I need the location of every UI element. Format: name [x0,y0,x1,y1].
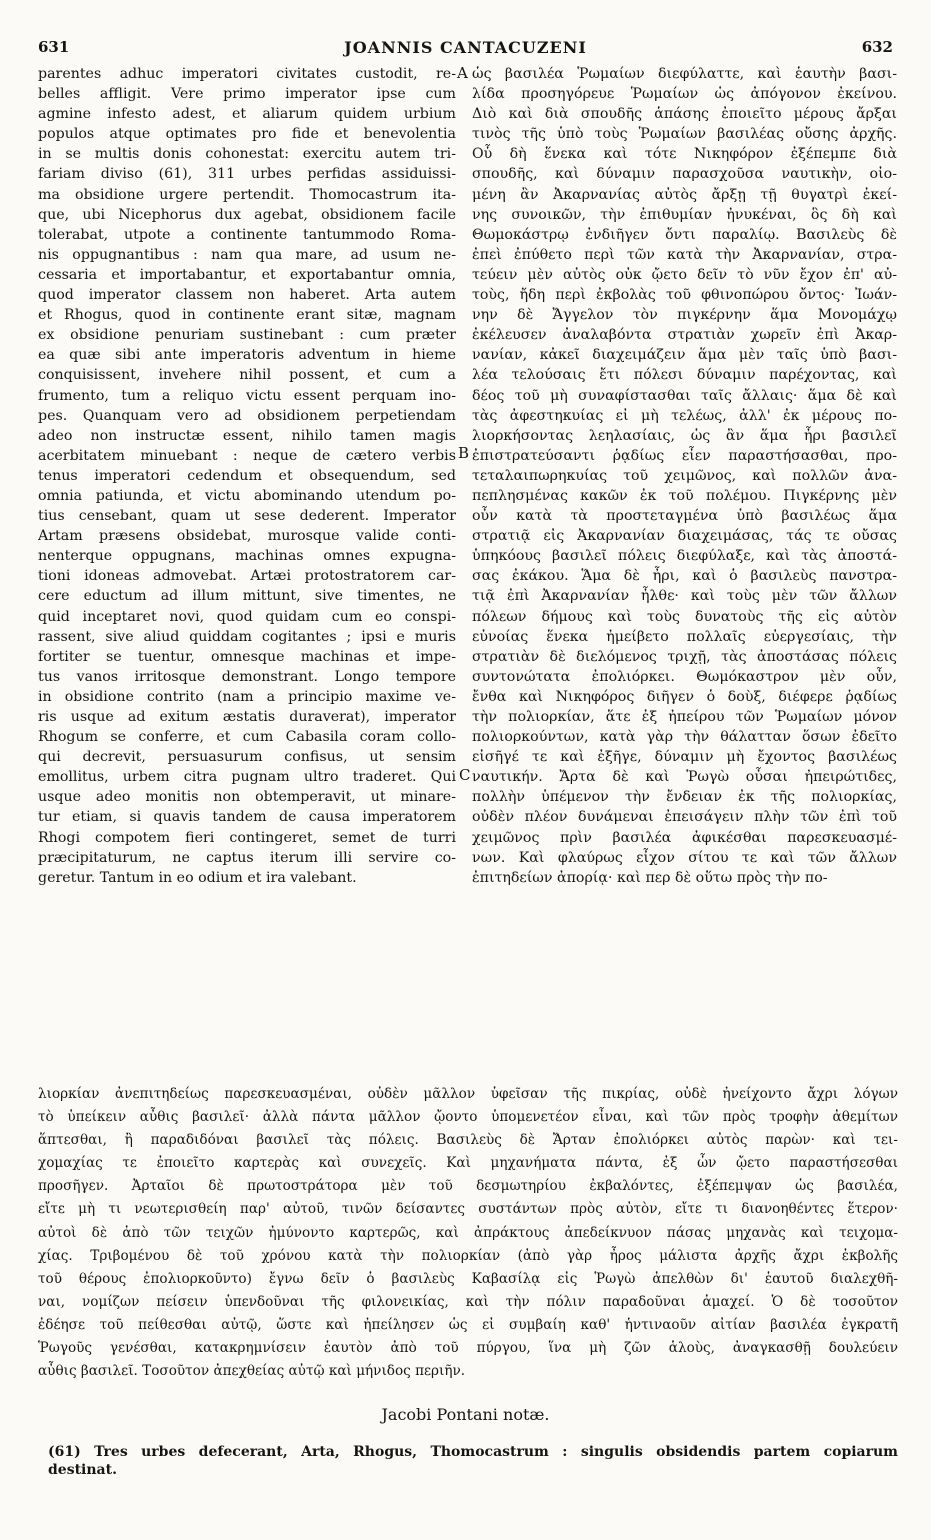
greek-continuation [38,1083,898,1383]
latin-line: nenterque oppugnans, machinas omnes expugna- [38,548,456,565]
greek-line: νης συνοικῶν, τὴν ἐπιθυμίαν ἠνυκέναι, ὃς δὴ καὶ [472,206,897,223]
latin-line: tioni idoneas admovebat. Artæi protostratorem car- [38,568,456,585]
latin-line: præcipitaturum, ne captus iterum illi servire co- [38,849,456,866]
greek-line: ὡς βασιλέα Ῥωμαίων διεφύλαττε, καὶ ἑαυτὴν βασι- [472,66,897,82]
greek-line: νων. Καὶ φλαύρως εἶχον σίτου τε καὶ τῶν ἄλλων [472,849,897,866]
greek-line: τοῦ θέρους ἐπολιορκοῦντο) ἔγνω δεῖν ὁ βασιλεὺς Καβασίλᾳ εἰς Ῥωγὼ ἀπελθὼν δι' ἑαυτοῦ διαλεχθῆ- [38,1270,898,1287]
greek-line: χομαχίας τε ἐποιεῖτο καρτερὰς καὶ συνεχεῖς. Καὶ μηχανήματα πάντα, ἐξ ὧν ᾤετο παραστήσεσθαι [38,1155,898,1172]
greek-line: σπουδῆς, καὶ δύναμιν παρασχοῦσα ναυτικὴν, οἰο- [472,166,897,183]
greek-line: στρατιὰν δὲ διελόμενος τριχῇ, τὰς ἀποστάσας πόλεις [472,648,897,665]
greek-line: πολιορκούντων, κατὰ γὰρ τὴν θάλατταν ὅσων ἐδεῖτο [472,729,897,746]
latin-line: nis oppugnantibus : nam qua mare, ad usum ne- [38,246,456,263]
latin-line: adeo non instructæ essent, nihilo tamen magis [38,427,456,444]
latin-line: rassent, sive aliud quiddam cogitantes ; ipsi e muris [38,628,456,645]
footnote-line: (61) Tres urbes defecerant, Arta, Rhogus, Thomocastrum : singulis obsidendis partem copiarum [48,1444,898,1460]
greek-line: αὖθις βασιλεῖ. Τοσοῦτον ἀπεχθείας αὐτῷ καὶ μήνιδος περιῆν. [38,1363,466,1380]
latin-line: ma obsidione urgere pertendit. Thomocastrum ita- [38,186,456,203]
greek-line: ἐπεὶ ἐπύθετο περὶ τῶν κατὰ τὴν Ἀκαρνανίαν, στρα- [472,246,897,263]
greek-line: προσῆγεν. Ἀρταῖοι δὲ πρωτοστράτορα μὲν τοῦ δεσμωτηρίου ἐκβαλόντες, ἐξέπεμψαν ὡς βασιλέα, [38,1178,898,1195]
latin-line: qui decrevit, persuasurum confisus, ut sensim [38,749,456,766]
greek-column [472,64,897,888]
greek-line: τεταλαιπωρηκυίας τοῦ χειμῶνος, καὶ πολλῶν ἀνα- [472,467,897,484]
notes-title: Jacobi Pontani notæ. [381,1405,550,1424]
latin-line: Rhogi compotem fieri contingeret, semet de turri [38,829,456,846]
latin-line: quid inceptaret novi, quod quidam cum eo conspi- [38,608,456,625]
greek-line: στρατιᾷ εἰς Ἀκαρνανίαν διαχειμάσας, τάς τε οὔσας [472,528,897,545]
margin-marker-a: A [457,64,468,82]
latin-line: in obsidione contrito (nam a principio maxime ve- [38,688,456,705]
greek-line: οὐδὲν πλέον δυνάμεναι ἐπεισάγειν πλὴν τῶν ἐπὶ τοῦ [472,809,897,826]
greek-line: πολλὴν ὑπέμενον τὴν ἔνδειαν ἐκ τῆς πολιορκίας, [472,789,897,806]
greek-line: χειμῶνος πρὶν βασιλέα ἀφικέσθαι παρεσκευασμέ- [472,829,897,846]
running-title: JOANNIS CANTACUZENI [344,38,587,57]
greek-line: λίδα προσηγόρευε Ῥωμαίων ὡς ἀπόγονον ἐκείνου. [472,86,897,103]
latin-line: ex obsidione penuriam sustinebant : cum præter [38,327,456,344]
greek-line: πόλεων δήμους καὶ τοὺς δυνατοὺς τῆς εἰς αὐτὸν [472,608,897,625]
greek-line: λιορκίαν ἀνεπιτηδείως παρεσκευασμέναι, οὐδὲν μᾶλλον ὑφεῖσαν τῆς πικρίας, οὐδὲ ἠνείχοντο ἄχρι λόγων [38,1086,898,1102]
latin-line: tenus imperatori cedendum et obsequendum, sed [38,467,456,484]
latin-column [38,64,456,888]
greek-line: μένη ἂν Ἀκαρνανίας αὐτὸς ἄρξῃ τῇ θυγατρὶ ἐκεί- [472,186,897,203]
latin-line: tolerabat, utpote a continente tantummodo Roma- [38,226,456,243]
greek-line: ὑπηκόους βασιλεῖ πόλεις διεφύλαξε, καὶ τὰς ἀποστά- [472,548,897,565]
greek-line: ἔνθα καὶ Νικηφόρος διῆγεν ὁ δοὺξ, διέφερε ῥᾳδίως [472,688,897,705]
page-number-right: 632 [861,38,893,56]
greek-line: σας ἐκάκου. Ἅμα δὲ ἦρι, καὶ ὁ βασιλεὺς πανστρα- [472,568,897,585]
greek-line: ναυτικήν. Ἄρτα δὲ καὶ Ῥωγὼ οὖσαι ἠπειρώτιδες, [472,769,897,786]
greek-line: δέος τοῦ μὴ συναφίστασθαι ταῖς ἄλλαις· ἅμα δὲ καὶ [472,387,897,404]
latin-line: quod imperator classem non haberet. Arta autem [38,287,456,304]
latin-line: acerbitatem minuebant : neque de cætero verbis [38,447,456,464]
latin-line: usque adeo monitis non obtemperavit, ut minare- [38,789,456,806]
latin-line: Rhogum se conferre, et cum Cabasila coram collo- [38,729,456,746]
greek-line: νανίαν, κἀκεῖ διαχειμάζειν ἅμα μὲν ταῖς ὑπὸ βασι- [472,347,897,364]
greek-line: τοὺς, ἤδη περὶ ἐκβολὰς τοῦ φθινοπώρου ὄντος· Ἰωάν- [472,287,897,304]
greek-line: ἐδέησε τοῦ πείθεσθαι αὐτῷ, ὥστε καὶ ἠπείλησεν ὡς εἰ συμβαίη καθ' ἡντιναοῦν αἰτίαν βασιλέα ἐγκρατῆ [38,1316,898,1333]
greek-line: τινὸς τῆς ὑπὸ τοὺς Ῥωμαίων βασιλέας οὔσης ἀρχῆς. [472,126,897,143]
latin-line: que, ubi Nicephorus dux agebat, obsidionem facile [38,206,456,223]
greek-line: χίας. Τριβομένου δὲ τοῦ χρόνου κατὰ τὴν πολιορκίαν (ἀπὸ γὰρ ἦρος μάλιστα ἀρχῆς ἄχρι ἐκβολῆς [38,1247,898,1264]
greek-line: πεπλησμένας κακῶν ἐκ τοῦ πολέμου. Πιγκέρνης μὲν [472,487,897,504]
latin-line: cere eductum ad illum mittunt, sive timentes, ne [38,588,456,605]
greek-line: ἐπιτηδείων ἀπορίᾳ· καὶ περ δὲ οὕτω πρὸς τὴν πο- [472,869,828,886]
greek-line: Ῥωγοῦς γενέσθαι, κατακρημνίσειν ἑαυτὸν ἀπὸ τοῦ πύργου, ἵνα μὴ ζῶν ἁλοὺς, ἀναγκασθῇ δουλεύειν [38,1340,898,1357]
greek-line: τὸ ὑπείκειν αὖθις βασιλεῖ· ἀλλὰ πάντα μᾶλλον ᾤοντο ὑπομενετέον εἶναι, καὶ τῶν πρὸς τροφὴν ἀθεμίτων [38,1109,898,1126]
latin-line: pes. Quanquam vero ad obsidionem perpetiendam [38,407,456,424]
greek-line: τὴν πολιορκίαν, ἅτε ἐξ ἠπείρου τῶν Ῥωμαίων μόνον [472,709,897,725]
latin-line: conquisissent, invehere nihil possent, et cum a [38,367,456,384]
greek-line: τιᾷ ἐπὶ Ἀκαρνανίαν ἦλθε· καὶ τοὺς μὲν τῶν ἄλλων [472,588,897,605]
page-header [38,38,893,60]
latin-line: omnia patiunda, et victu abominando utendum po- [38,487,456,504]
footnote [48,1443,898,1479]
greek-line: εἴτε μὴ τι νεωτερισθείη παρ' αὐτοῦ, τινῶν δείσαντες συστάντων πρὸς αὐτὸν, εἴτε τι διανοηθέντες ἕτερον· [38,1201,898,1218]
latin-line: belles affligit. Vere primo imperator ipse cum [38,86,456,103]
greek-line: τὰς ἀφεστηκυίας εἰ μὴ τελέως, ἀλλ' ἐκ μέρους πο- [472,407,897,424]
margin-marker-b: B [458,444,470,462]
greek-line: ἐκέλευσεν ἀναλαβόντα στρατιὰν χωρεῖν ἐπὶ Ἀκαρ- [472,327,897,344]
latin-line: tur etiam, si quavis tandem de causa imperatorem [38,809,456,826]
greek-line: Οὗ δὴ ἕνεκα καὶ τότε Νικηφόρον ἐξέπεμπε διὰ [472,146,897,163]
greek-line: αὐτοὶ δὲ ἀπὸ τῶν τειχῶν ἠμύνοντο καρτερῶς, καὶ ἀπράκτους ἀπεδείκνυον πάσας μηχανὰς καὶ τειχομα- [38,1224,898,1241]
greek-line: συντονώτατα ἐπολιόρκει. Θωμόκαστρον μὲν οὖν, [472,668,897,685]
latin-line: ris usque ad exitum æstatis duraverat), imperator [38,709,456,725]
latin-line: tus vanos irritosque demonstrant. Longo tempore [38,668,456,685]
greek-line: εὐνοίας ἕνεκα ἠμείβετο πολλαῖς εὐεργεσίαις, τὴν [472,628,897,645]
greek-line: ἐπιστρατεύσαντι ῥᾳδίως εἶεν παραστήσασθαι, προ- [472,447,897,464]
latin-line: parentes adhuc imperatori civitates custodit, re- [38,66,456,82]
latin-line: emollitus, urbem citra pugnam ultro traderet. Qui [38,769,456,786]
latin-line: tius censebant, quam ut sese dederent. Imperator [38,508,456,525]
footnote-line: destinat. [48,1462,117,1478]
latin-line: in se multis donis cohonestat: exercitu autem tri- [38,146,456,163]
page-number-left: 631 [38,38,70,56]
latin-line: ea quæ sibi ante imperatoris adventum in hieme [38,347,456,364]
latin-line: fariam diviso (61), 311 urbes perfidas assiduissi- [38,166,456,183]
greek-line: λιορκήσοντας λεηλασίαις, ὡς ἂν ἅμα ἦρι βασιλεῖ [472,427,897,444]
latin-line: agmine infesto adest, et aliarum quidem urbium [38,106,456,123]
greek-line: Θωμοκάστρῳ ἐνδιῆγεν ὄντι παραλίῳ. Βασιλεὺς δὲ [472,226,897,243]
greek-line: οὖν κατὰ τὰ προστεταγμένα ὑπὸ βασιλέως ἅμα [472,508,897,525]
latin-line: geretur. Tantum in eo odium et ira valebant. [38,869,357,886]
greek-line: ἅπτεσθαι, ἢ παραδιδόναι βασιλεῖ τὰς πόλεις. Βασιλεὺς δὲ Ἄρταν ἐπολιόρκει αὐτὸς παρὼν· καὶ τει- [38,1132,898,1149]
greek-line: εἰσῆγέ τε καὶ ἐξῆγε, δύναμιν μὴ ἔχοντος βασιλέως [472,749,897,766]
greek-line: ναι, νομίζων πείσειν ὑπενδοῦναι τῆς φιλονεικίας, καὶ τὴν πόλιν παραδοῦναι ἀμαχεί. Ὁ δὲ τοσοῦτον [38,1293,898,1310]
greek-line: Διὸ καὶ διὰ σπουδῆς ἁπάσης ἐποιεῖτο μέρους ἄρξαι [472,106,897,123]
latin-line: populos atque optimates pro fide et benevolentia [38,126,456,143]
latin-line: fortiter se tuentur, omnesque machinas et impe- [38,648,456,665]
latin-line: et Rhogus, quod in continente erant sitæ, magnam [38,307,456,324]
latin-line: frumento, tum a reliquo victu essent perquam ino- [38,387,456,404]
greek-line: λέα τελούσαις ἔτι πόλεσι δύναμιν παρέχοντας, καὶ [472,367,897,384]
margin-marker-c: C [459,766,471,784]
greek-line: τεύειν μὲν αὐτὸς οὐκ ᾤετο δεῖν τὸ νῦν ἔχον ἐπ' αὐ- [472,266,897,283]
greek-line: νην δὲ Ἄγγελον τὸν πιγκέρνην ἅμα Μονομάχῳ [472,307,897,324]
latin-line: Artam præsens obsidebat, murosque valide conti- [38,528,456,545]
latin-line: cessaria et importabantur, et exportabantur omnia, [38,266,456,283]
